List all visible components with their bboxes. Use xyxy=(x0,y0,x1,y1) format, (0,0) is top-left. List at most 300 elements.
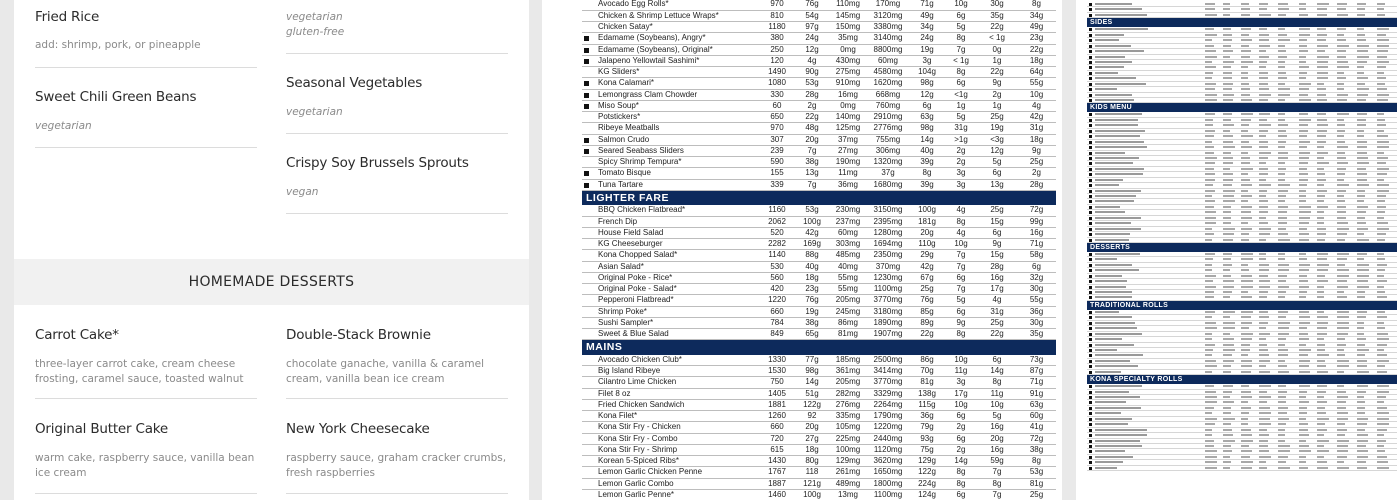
mini-nutrient-value xyxy=(1337,157,1346,159)
nutrient-value: 261mg xyxy=(829,467,867,478)
nutrient-value: 10g xyxy=(945,239,977,250)
mini-nutrient-value xyxy=(1205,354,1212,356)
mini-nutrient-value xyxy=(1337,8,1346,10)
menu-item[interactable] xyxy=(35,68,257,148)
mini-nutrient-value xyxy=(1299,391,1307,393)
mini-nutrient-value xyxy=(1317,206,1328,208)
mini-nutrient-value xyxy=(1241,233,1249,235)
mini-nutrient-value xyxy=(1317,179,1326,181)
mini-nutrient-value xyxy=(1299,371,1310,373)
mini-nutrient-value xyxy=(1357,391,1366,393)
mini-nutrient-value xyxy=(1241,135,1253,137)
nutrient-value: 55mg xyxy=(829,284,867,295)
nutrient-value: 122g xyxy=(909,467,945,478)
square-marker-icon xyxy=(1089,412,1092,415)
nutrient-value: 60g xyxy=(1017,411,1056,422)
mini-dish-name xyxy=(1095,423,1128,425)
mini-nutrient-value xyxy=(1299,45,1307,47)
mini-dish-name xyxy=(1095,135,1140,137)
mini-nutrient-value xyxy=(1299,412,1307,414)
mini-nutrient-value xyxy=(1205,456,1217,458)
mini-nutrient-value xyxy=(1259,217,1266,219)
mini-nutrient-value xyxy=(1299,39,1307,41)
mini-nutrient-value xyxy=(1337,146,1348,148)
mini-nutrient-value xyxy=(1278,429,1285,431)
mini-nutrient-value xyxy=(1377,99,1388,101)
dish-name-cell xyxy=(582,0,759,10)
nutrient-value: 1g xyxy=(977,100,1017,111)
mini-nutrient-value xyxy=(1278,77,1287,79)
nutrient-value: 8g xyxy=(909,168,945,179)
mini-nutrient-value xyxy=(1205,130,1215,132)
nutrient-value: 72g xyxy=(1017,205,1056,216)
dietary-tag: gluten-free xyxy=(286,26,345,38)
mini-nutrient-value xyxy=(1241,184,1252,186)
mini-nutrient-value xyxy=(1205,179,1215,181)
nutrient-value: 6g xyxy=(945,10,977,21)
nutrient-value: 35g xyxy=(977,10,1017,21)
menu-item[interactable] xyxy=(286,399,508,494)
mini-dish-name xyxy=(1095,365,1138,367)
dish-name: House Field Salad xyxy=(598,227,664,237)
mini-nutrient-value xyxy=(1223,157,1233,159)
mini-nutrient-value xyxy=(1278,130,1286,132)
nutrient-value: 36g xyxy=(1017,306,1056,317)
mini-nutrient-value xyxy=(1377,113,1384,115)
mini-nutrient-value xyxy=(1241,113,1253,115)
menu-item[interactable] xyxy=(286,305,508,399)
nutrient-value: 150mg xyxy=(829,22,867,33)
mini-nutrient-value xyxy=(1278,360,1285,362)
mini-nutrient-value xyxy=(1241,412,1249,414)
menu-item[interactable] xyxy=(35,399,257,494)
mini-table-row xyxy=(1087,238,1397,243)
nutrient-value: < 1g xyxy=(945,55,977,66)
nutrient-value: 370mg xyxy=(867,261,909,272)
nutrient-value: 1330 xyxy=(759,354,795,365)
table-row xyxy=(582,354,1056,365)
nutrient-value: 14g xyxy=(909,134,945,145)
nutrient-value: 22g xyxy=(977,329,1017,340)
nutrient-value: 2395mg xyxy=(867,216,909,227)
table-row xyxy=(582,388,1056,399)
mini-nutrient-value xyxy=(1299,269,1309,271)
table-row xyxy=(582,145,1056,156)
mini-dish-name xyxy=(1095,228,1141,230)
mini-nutrient-value xyxy=(1205,412,1212,414)
square-marker-icon xyxy=(584,183,589,188)
square-marker-icon xyxy=(1089,157,1092,160)
mini-nutrient-value xyxy=(1205,233,1214,235)
table-row xyxy=(582,399,1056,410)
nutrient-value: 35mg xyxy=(829,33,867,44)
nutrient-value: <1g xyxy=(945,89,977,100)
nutrient-value: 1160 xyxy=(759,205,795,216)
mini-nutrient-value xyxy=(1223,286,1234,288)
nutrient-value: 520 xyxy=(759,227,795,238)
nutrient-value: 100g xyxy=(795,216,829,227)
square-marker-icon xyxy=(1089,56,1092,59)
mini-nutrient-value xyxy=(1377,401,1384,403)
menu-item[interactable] xyxy=(286,0,508,54)
nutrient-value: 39g xyxy=(909,157,945,168)
nutrient-value: 36g xyxy=(909,411,945,422)
nutrient-value: 4g xyxy=(945,227,977,238)
nutrient-value: 3329mg xyxy=(867,388,909,399)
square-marker-icon xyxy=(1089,34,1092,37)
nutrient-value: 29g xyxy=(909,250,945,261)
square-marker-icon xyxy=(1089,50,1092,53)
mini-table-row xyxy=(1087,13,1397,18)
mini-nutrient-value xyxy=(1241,396,1252,398)
mini-nutrient-value xyxy=(1205,195,1212,197)
nutrient-value: 660 xyxy=(759,422,795,433)
dish-name-cell xyxy=(582,168,759,179)
mini-nutrient-value xyxy=(1241,146,1252,148)
mini-nutrient-value xyxy=(1278,124,1288,126)
mini-nutrient-value xyxy=(1337,327,1349,329)
nutrient-value: 67g xyxy=(909,272,945,283)
mini-nutrient-value xyxy=(1337,280,1347,282)
mini-nutrient-value xyxy=(1337,135,1344,137)
nutrient-value: 1907mg xyxy=(867,329,909,340)
square-marker-icon xyxy=(1089,333,1092,336)
mini-nutrient-value xyxy=(1241,168,1253,170)
nutrient-value: 70g xyxy=(909,366,945,377)
mini-nutrient-value xyxy=(1241,450,1252,452)
mini-nutrient-value xyxy=(1357,162,1369,164)
menu-item[interactable] xyxy=(286,134,508,214)
nutrient-value: 76g xyxy=(795,295,829,306)
nutrient-value: 2g xyxy=(945,422,977,433)
nutrient-value: 1620mg xyxy=(867,78,909,89)
mini-nutrient-value xyxy=(1317,239,1325,241)
mini-nutrient-value xyxy=(1337,418,1348,420)
square-marker-icon xyxy=(1089,338,1092,341)
mini-nutrient-value xyxy=(1317,344,1325,346)
table-row xyxy=(582,89,1056,100)
table-row xyxy=(582,168,1056,179)
mini-nutrient-value xyxy=(1317,113,1326,115)
nutrient-value: 31g xyxy=(977,306,1017,317)
mini-nutrient-value xyxy=(1357,190,1365,192)
mini-nutrient-value xyxy=(1317,385,1327,387)
mini-nutrient-value xyxy=(1278,338,1286,340)
mini-nutrient-value xyxy=(1377,206,1386,208)
mini-nutrient-value xyxy=(1223,119,1231,121)
dish-name: Sushi Sampler* xyxy=(598,317,654,327)
square-marker-icon xyxy=(1089,286,1092,289)
nutrient-value: 0mg xyxy=(829,100,867,111)
nutrient-value: 1530 xyxy=(759,366,795,377)
mini-nutrient-value xyxy=(1205,190,1215,192)
square-marker-icon xyxy=(584,93,589,98)
mini-nutrient-value xyxy=(1223,99,1233,101)
mini-nutrient-value xyxy=(1377,354,1387,356)
square-marker-icon xyxy=(1089,354,1092,357)
mini-nutrient-value xyxy=(1223,456,1230,458)
mini-table-row xyxy=(1087,295,1397,300)
mini-nutrient-value xyxy=(1241,407,1251,409)
mini-dish-name xyxy=(1095,440,1140,442)
mini-nutrient-value xyxy=(1278,14,1286,16)
mini-nutrient-value xyxy=(1377,34,1386,36)
nutrient-value: 1220mg xyxy=(867,422,909,433)
mini-nutrient-value xyxy=(1317,222,1324,224)
mini-nutrient-value xyxy=(1241,338,1252,340)
table-section-header xyxy=(582,190,1056,205)
mini-nutrient-value xyxy=(1223,423,1231,425)
mini-nutrient-value xyxy=(1241,239,1249,241)
nutrient-value: 6g xyxy=(945,78,977,89)
mini-nutrient-value xyxy=(1299,440,1306,442)
nutrient-value: 14g xyxy=(795,377,829,388)
mini-nutrient-value xyxy=(1259,119,1267,121)
square-marker-icon xyxy=(1089,72,1092,75)
mini-dish-name xyxy=(1095,264,1132,266)
mini-nutrient-value xyxy=(1337,286,1348,288)
mini-dish-name xyxy=(1095,311,1119,313)
mini-nutrient-value xyxy=(1357,173,1367,175)
mini-nutrient-value xyxy=(1278,296,1285,298)
mini-dish-name xyxy=(1095,61,1132,63)
mini-nutrient-value xyxy=(1317,195,1325,197)
section-title: MAINS xyxy=(582,340,1056,355)
mini-nutrient-value xyxy=(1259,83,1268,85)
mini-nutrient-value xyxy=(1299,190,1306,192)
mini-nutrient-value xyxy=(1259,286,1270,288)
mini-nutrient-value xyxy=(1205,385,1214,387)
dish-name: Miso Soup* xyxy=(598,100,639,110)
nutrient-value: 2g xyxy=(795,100,829,111)
mini-nutrient-value xyxy=(1377,146,1389,148)
nutrient-value: 2g xyxy=(945,145,977,156)
nutrient-value: 13mg xyxy=(829,489,867,500)
mini-nutrient-value xyxy=(1278,34,1287,36)
square-marker-icon xyxy=(1089,434,1092,437)
mini-nutrient-value xyxy=(1259,396,1271,398)
mini-nutrient-value xyxy=(1337,296,1347,298)
mini-nutrient-value xyxy=(1223,200,1235,202)
mini-dish-name xyxy=(1095,275,1122,277)
mini-nutrient-value xyxy=(1278,3,1288,5)
mini-nutrient-value xyxy=(1337,456,1347,458)
mini-nutrient-value xyxy=(1278,365,1287,367)
square-marker-icon xyxy=(1089,391,1092,394)
nutrient-value: 42g xyxy=(1017,112,1056,123)
mini-nutrient-value xyxy=(1299,135,1307,137)
mini-nutrient-value xyxy=(1377,211,1385,213)
mini-nutrient-value xyxy=(1259,168,1268,170)
mini-nutrient-value xyxy=(1241,467,1252,469)
mini-dish-name xyxy=(1095,3,1132,5)
mini-nutrient-value xyxy=(1377,296,1387,298)
nutrient-value: 275mg xyxy=(829,67,867,78)
mini-nutrient-value xyxy=(1337,258,1347,260)
mini-nutrient-value xyxy=(1337,233,1347,235)
mini-nutrient-value xyxy=(1377,385,1389,387)
mini-nutrient-value xyxy=(1241,56,1250,58)
mini-nutrient-value xyxy=(1278,61,1285,63)
mini-nutrient-value xyxy=(1223,418,1235,420)
nutrient-value: 58g xyxy=(1017,250,1056,261)
mini-nutrient-value xyxy=(1337,445,1348,447)
mini-nutrient-value xyxy=(1278,461,1286,463)
mini-nutrient-value xyxy=(1223,34,1232,36)
mini-nutrient-value xyxy=(1259,264,1269,266)
dish-name-cell xyxy=(582,89,759,100)
mini-nutrient-value xyxy=(1223,222,1231,224)
mini-nutrient-value xyxy=(1299,146,1307,148)
dish-name-cell xyxy=(582,478,759,489)
square-marker-icon xyxy=(1089,200,1092,203)
dish-name: Kona Stir Fry - Chicken xyxy=(598,422,681,432)
mini-nutrient-value xyxy=(1241,349,1250,351)
nutrient-value: 10g xyxy=(945,0,977,10)
mini-table-row xyxy=(1087,370,1397,375)
square-marker-icon xyxy=(1089,461,1092,464)
mini-nutrient-value xyxy=(1357,184,1369,186)
mini-nutrient-value xyxy=(1205,445,1214,447)
nutrient-value: 110mg xyxy=(829,0,867,10)
mini-nutrient-value xyxy=(1357,467,1367,469)
nutrient-value: 185mg xyxy=(829,354,867,365)
mini-nutrient-value xyxy=(1223,429,1232,431)
mini-dish-name xyxy=(1095,195,1136,197)
mini-nutrient-value xyxy=(1278,316,1286,318)
mini-nutrient-value xyxy=(1205,391,1216,393)
mini-nutrient-value xyxy=(1377,412,1389,414)
nutrient-value: 8g xyxy=(977,478,1017,489)
nutrient-value: 55g xyxy=(1017,78,1056,89)
menu-item[interactable] xyxy=(286,54,508,134)
menu-item[interactable] xyxy=(35,305,257,399)
mini-nutrient-value xyxy=(1317,456,1324,458)
mini-nutrient-value xyxy=(1241,456,1250,458)
mini-nutrient-value xyxy=(1241,130,1248,132)
mini-nutrient-value xyxy=(1223,360,1234,362)
mini-nutrient-value xyxy=(1299,365,1309,367)
mini-nutrient-value xyxy=(1317,8,1327,10)
menu-item[interactable] xyxy=(35,0,257,68)
dish-name: Korean 5-Spiced Ribs* xyxy=(598,456,679,466)
menu-item-name: Original Butter Cake xyxy=(35,421,169,437)
square-marker-icon xyxy=(1089,418,1092,421)
mini-nutrient-value xyxy=(1337,195,1344,197)
mini-nutrient-value xyxy=(1357,124,1366,126)
table-section-header xyxy=(582,340,1056,355)
mini-nutrient-value xyxy=(1299,83,1311,85)
mini-dish-name xyxy=(1095,119,1138,121)
mini-nutrient-value xyxy=(1278,228,1286,230)
mini-nutrient-value xyxy=(1377,333,1388,335)
mini-dish-name xyxy=(1095,418,1132,420)
nutrient-value: 25g xyxy=(977,205,1017,216)
mini-nutrient-value xyxy=(1278,217,1287,219)
mini-nutrient-value xyxy=(1317,66,1328,68)
nutrient-value: 39g xyxy=(909,179,945,190)
mini-nutrient-value xyxy=(1278,327,1289,329)
mini-nutrient-value xyxy=(1317,434,1324,436)
mini-nutrient-value xyxy=(1357,200,1364,202)
nutrient-value: 86mg xyxy=(829,317,867,328)
mini-nutrient-value xyxy=(1337,349,1344,351)
mini-dish-name xyxy=(1095,168,1144,170)
mini-nutrient-value xyxy=(1259,327,1266,329)
nutrient-value: 12g xyxy=(977,145,1017,156)
mini-nutrient-value xyxy=(1337,228,1349,230)
dish-name: Chicken Satay* xyxy=(598,22,653,32)
nutrient-value: 18g xyxy=(795,444,829,455)
mini-nutrient-value xyxy=(1299,77,1306,79)
nutrient-value: 8g xyxy=(945,216,977,227)
mini-nutrient-value xyxy=(1337,34,1344,36)
mini-nutrient-value xyxy=(1205,168,1214,170)
nutrient-value: 87g xyxy=(1017,366,1056,377)
dish-name: Filet 8 oz xyxy=(598,388,631,398)
mini-nutrient-value xyxy=(1357,445,1366,447)
table-row xyxy=(582,478,1056,489)
mini-nutrient-value xyxy=(1337,423,1345,425)
mini-nutrient-value xyxy=(1317,28,1326,30)
square-marker-icon xyxy=(1089,28,1092,31)
mini-nutrient-value xyxy=(1317,407,1325,409)
mini-nutrient-value xyxy=(1241,264,1248,266)
mini-nutrient-value xyxy=(1223,141,1233,143)
mini-nutrient-value xyxy=(1241,200,1248,202)
mini-nutrient-value xyxy=(1337,291,1344,293)
mini-nutrient-value xyxy=(1241,291,1248,293)
mini-nutrient-value xyxy=(1223,28,1231,30)
nutrient-value: 49g xyxy=(909,10,945,21)
mini-section-header: KONA SPECIALTY ROLLS xyxy=(1087,375,1397,384)
mini-nutrient-value xyxy=(1205,450,1217,452)
mini-nutrient-value xyxy=(1278,275,1287,277)
nutrient-value: 4g xyxy=(945,205,977,216)
square-marker-icon xyxy=(1089,445,1092,448)
table-row xyxy=(582,67,1056,78)
mini-nutrient-value xyxy=(1223,344,1234,346)
mini-nutrient-value xyxy=(1241,275,1252,277)
mini-nutrient-value xyxy=(1223,14,1230,16)
mini-nutrient-value xyxy=(1357,135,1364,137)
mini-nutrient-value xyxy=(1223,239,1233,241)
square-marker-icon xyxy=(1089,316,1092,319)
mini-nutrient-value xyxy=(1205,296,1214,298)
mini-nutrient-value xyxy=(1299,311,1309,313)
mini-nutrient-value xyxy=(1317,286,1324,288)
mini-dish-name xyxy=(1095,222,1131,224)
mini-nutrient-value xyxy=(1377,253,1384,255)
nutrient-value: 125mg xyxy=(829,123,867,134)
dish-name-cell xyxy=(582,306,759,317)
mini-nutrient-value xyxy=(1259,50,1266,52)
nutrient-value: 97g xyxy=(795,22,829,33)
square-marker-icon xyxy=(584,81,589,86)
mini-nutrient-value xyxy=(1278,146,1285,148)
mini-nutrient-value xyxy=(1357,338,1366,340)
mini-nutrient-value xyxy=(1357,253,1367,255)
mini-dish-name xyxy=(1095,211,1125,213)
nutrient-value: 0mg xyxy=(829,44,867,55)
mini-nutrient-value xyxy=(1377,280,1387,282)
nutrient-value: 6g xyxy=(945,489,977,500)
mini-nutrient-value xyxy=(1377,119,1385,121)
mini-section-header: DESSERTS xyxy=(1087,243,1397,252)
nutrient-value: 2910mg xyxy=(867,112,909,123)
square-marker-icon xyxy=(1089,195,1092,198)
mini-nutrient-value xyxy=(1317,124,1328,126)
